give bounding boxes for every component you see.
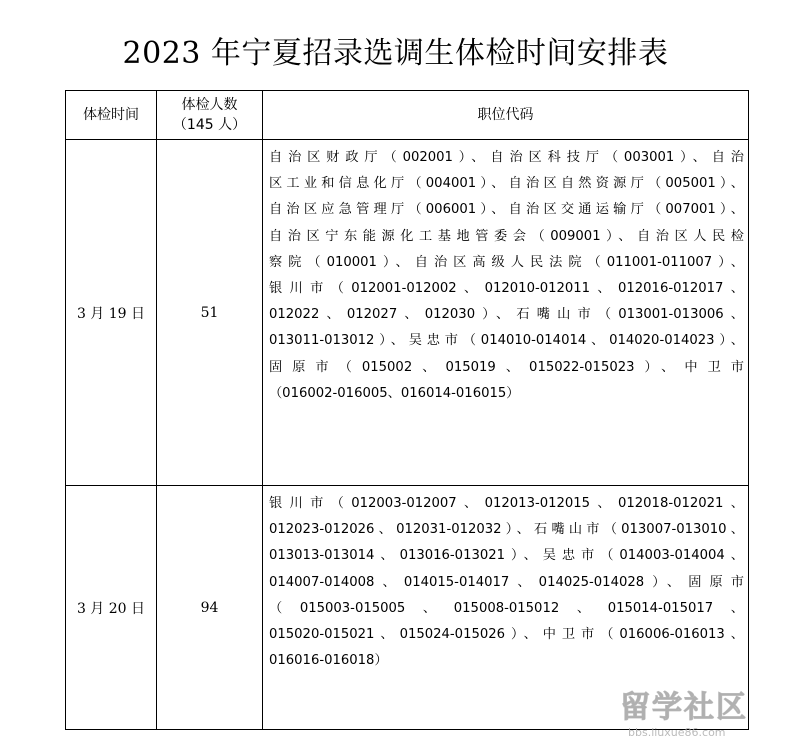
header-exam-count-label: 体检人数 xyxy=(181,97,238,113)
code-line: 自治区财政厅（002001）、自治区科技厅（003001）、自治 xyxy=(269,150,744,165)
row-date: 3 月 19 日 xyxy=(66,140,157,486)
code-line: 015020-015021、015024-015026）、中卫市（016006-016013、 xyxy=(269,626,744,642)
code-line: （016002-016005、016014-016015） xyxy=(269,385,520,401)
code-line: 察院（010001）、自治区高级人民法院（011001-011007）、 xyxy=(269,254,744,270)
table-row xyxy=(66,486,749,730)
header-position-codes: 职位代码 xyxy=(263,91,749,140)
header-exam-time: 体检时间 xyxy=(66,91,157,140)
code-line: 银川市（012001-012002、012010-012011、012016-012017、 xyxy=(269,280,744,296)
row-position-codes xyxy=(263,140,749,486)
code-line: 自治区应急管理厅（006001）、自治区交通运输厅（007001）、 xyxy=(269,202,744,218)
header-exam-count-total: （145 人） xyxy=(172,117,247,133)
code-line: 014007-014008、014015-014017、014025-014028）、固原市 xyxy=(269,574,744,590)
row-date: 3 月 20 日 xyxy=(66,486,157,730)
table-header-row xyxy=(66,91,749,140)
code-line: 013011-013012）、吴忠市（014010-014014、014020-014023）、 xyxy=(269,333,744,349)
row-count: 51 xyxy=(157,140,263,486)
exam-schedule-table xyxy=(65,90,749,730)
code-line: 银川市（012003-012007、012013-012015、012018-012021、 xyxy=(269,496,744,511)
row-count: 94 xyxy=(157,486,263,730)
code-line: 012022、012027、012030）、石嘴山市（013001-013006、 xyxy=(269,307,744,323)
watermark-url: bbs.liuxue86.com xyxy=(628,726,726,739)
document-title: 2023 年宁夏招录选调生体检时间安排表 xyxy=(122,36,669,72)
code-line: 016016-016018） xyxy=(269,653,388,669)
row-position-codes xyxy=(263,486,749,730)
code-line: 区工业和信息化厅（004001）、自治区自然资源厅（005001）、 xyxy=(269,176,744,192)
code-line: 自治区宁东能源化工基地管委会（009001）、自治区人民检 xyxy=(269,228,744,244)
code-line: 013013-013014、013016-013021）、吴忠市（014003-014004、 xyxy=(269,548,744,564)
code-line: 固原市（015002、015019、015022-015023）、中卫市 xyxy=(269,359,744,375)
code-line: （015003-015005、015008-015012、015014-015017、 xyxy=(269,600,744,616)
watermark-logo: 留学社区 xyxy=(620,690,748,725)
code-line: 012023-012026、012031-012032）、石嘴山市（013007-013010、 xyxy=(269,522,744,538)
table-row xyxy=(66,140,749,486)
header-exam-count xyxy=(157,91,263,140)
